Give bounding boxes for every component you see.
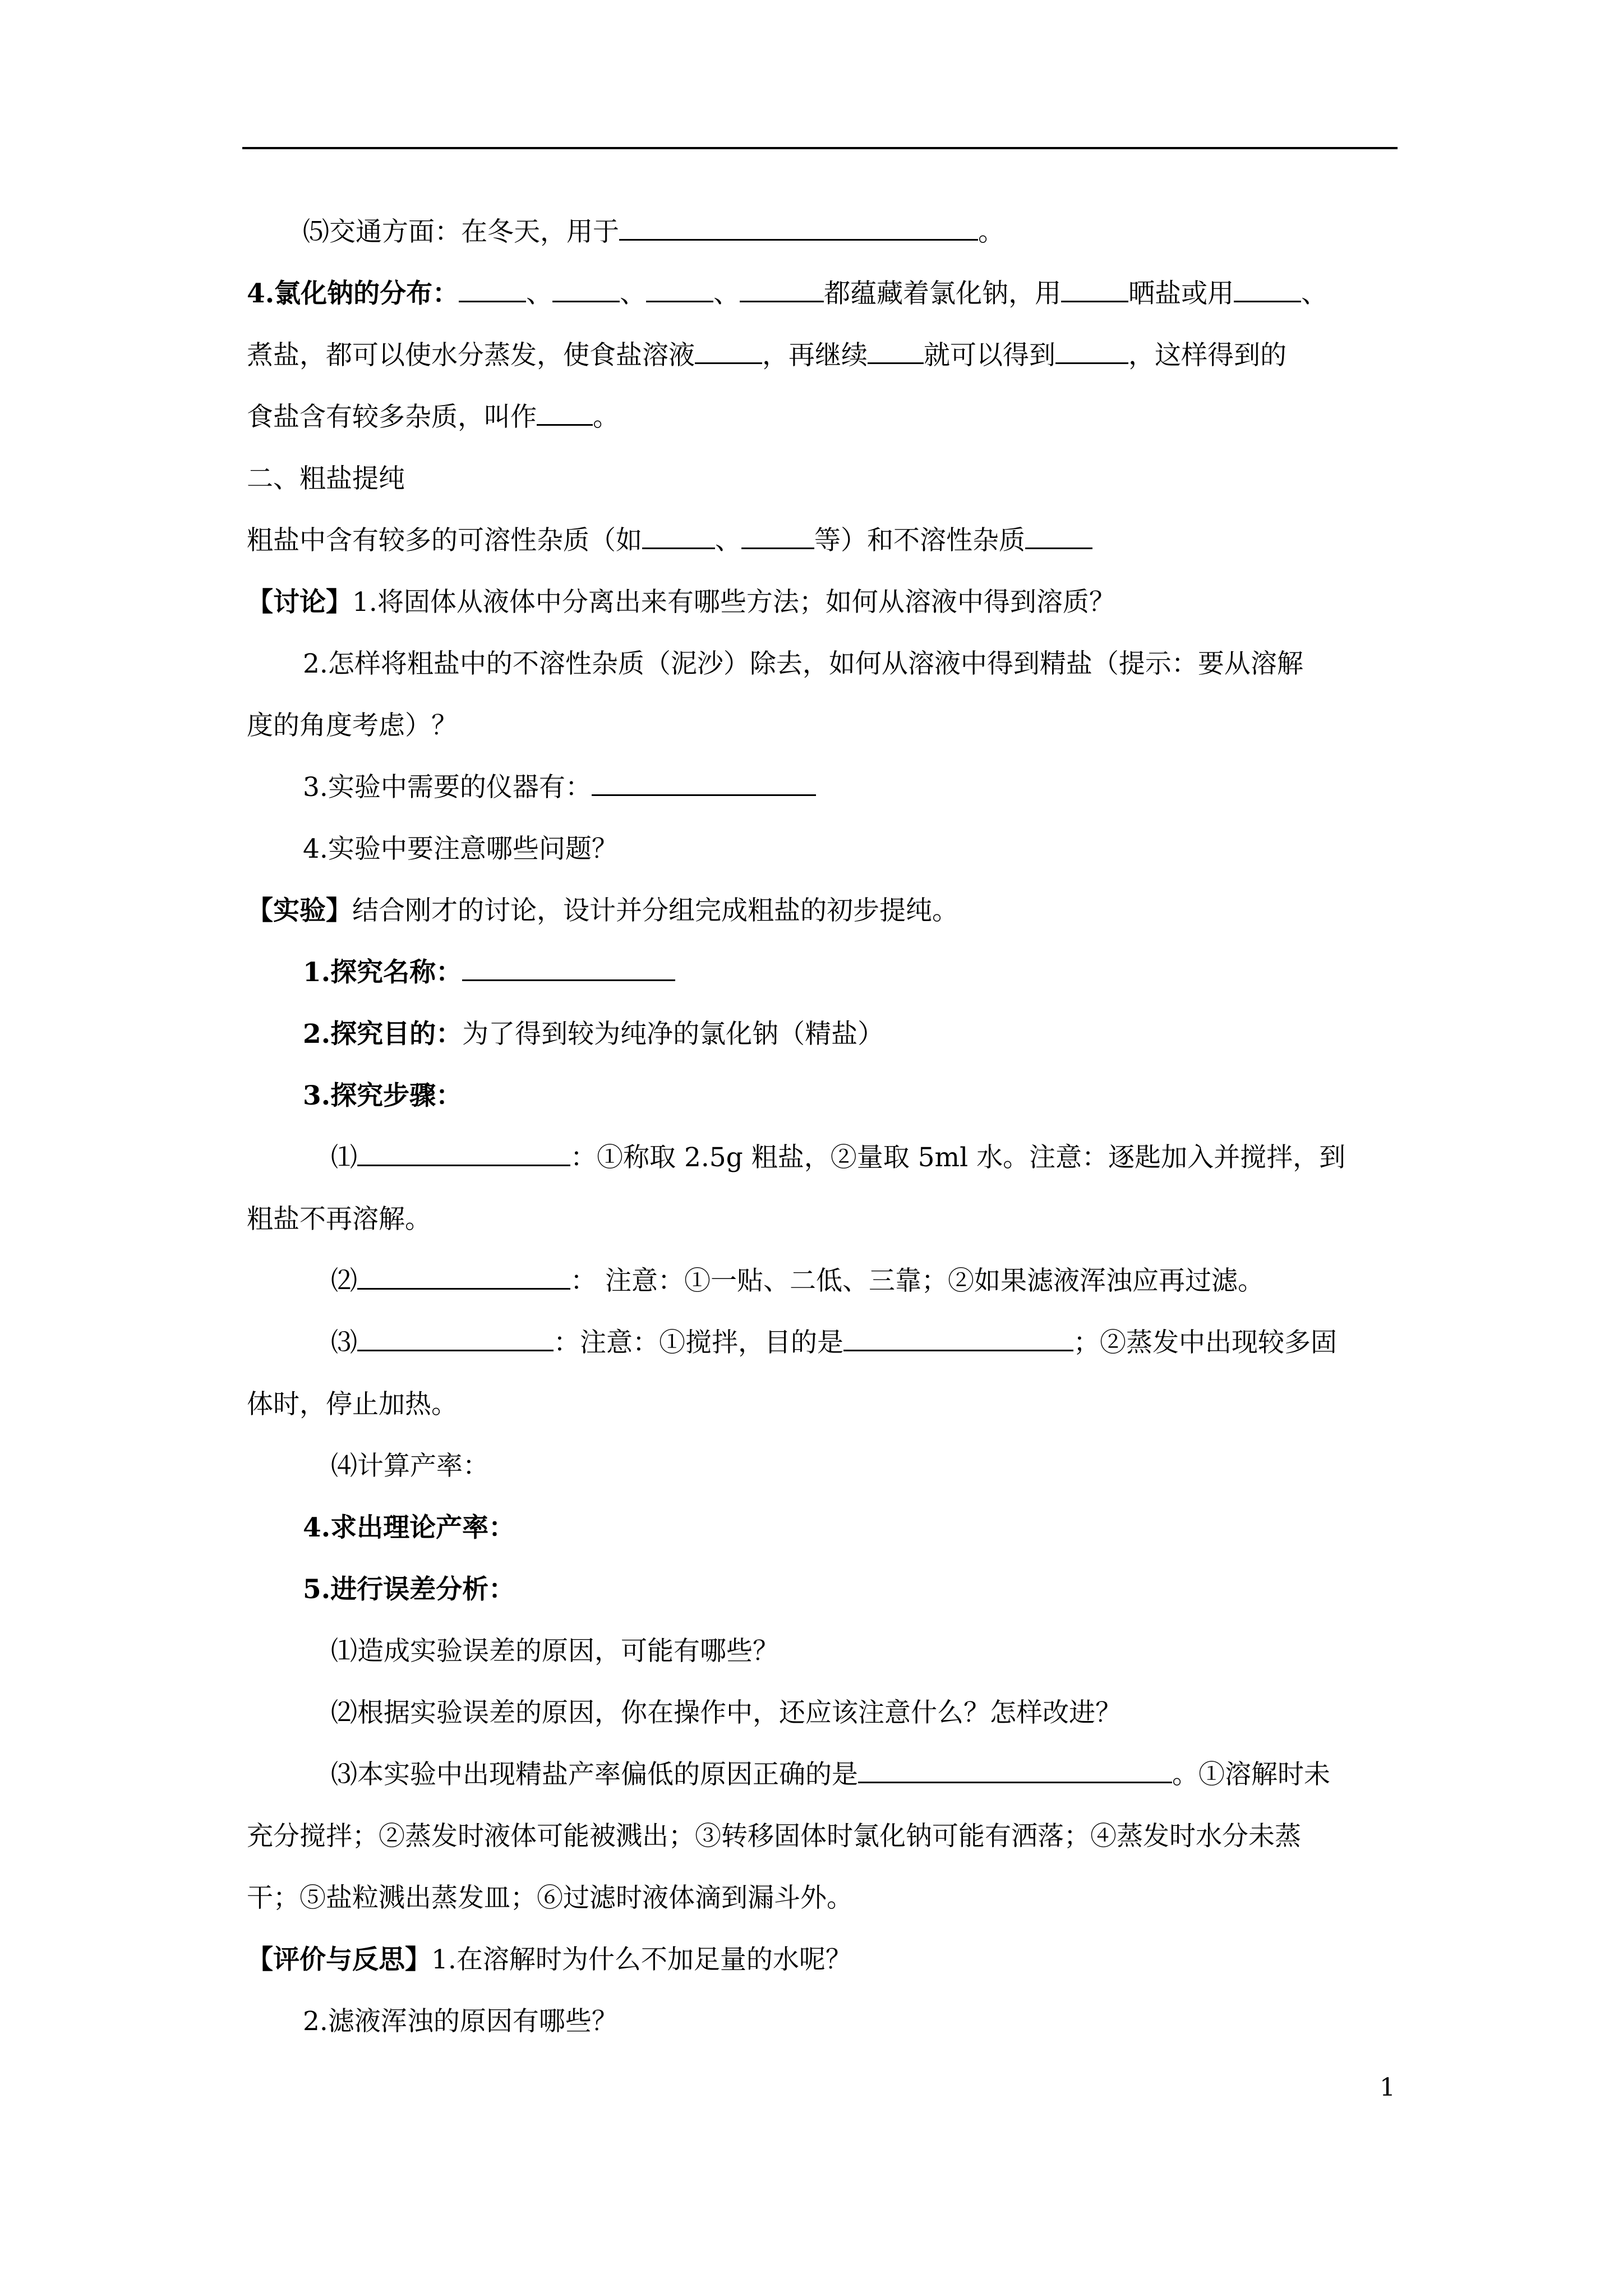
answer-blank[interactable] — [459, 278, 526, 302]
discussion-line — [247, 586, 1413, 619]
answer-blank[interactable] — [741, 525, 814, 549]
text: 。 — [978, 217, 1004, 247]
text: ：注意：①搅拌，目的是 — [554, 1327, 843, 1358]
item-label: 2.探究目的： — [303, 1019, 463, 1050]
discussion-q4 — [303, 832, 1469, 866]
inquiry-name — [303, 956, 1469, 990]
error-q1 — [331, 1635, 1497, 1668]
section-label: 【讨论】 — [247, 587, 352, 618]
text: 晒盐或用 — [1128, 278, 1234, 309]
text: 2.滤液浑浊的原因有哪些？ — [303, 2006, 618, 2037]
text: ⑴ — [331, 1142, 357, 1173]
error-q3-cont-2 — [247, 1881, 1413, 1915]
inquiry-purpose — [303, 1018, 1469, 1051]
discussion-q2 — [303, 647, 1469, 681]
text: ⑶ — [331, 1327, 357, 1358]
section-label: 【实验】 — [247, 895, 352, 926]
text: ⑸交通方面：在冬天，用于 — [303, 217, 619, 247]
item-label: 1.探究名称： — [303, 957, 463, 988]
text: 3.实验中需要的仪器有： — [303, 772, 592, 803]
answer-blank[interactable] — [843, 1327, 1073, 1351]
text: ： 注意：①一贴、二低、三靠；②如果滤液浑浊应再过滤。 — [570, 1266, 1264, 1296]
text: ⑶本实验中出现精盐产率偏低的原因正确的是 — [331, 1759, 858, 1790]
reflection-q2 — [303, 2005, 1469, 2039]
answer-blank[interactable] — [858, 1759, 1172, 1783]
text: ，再继续 — [762, 340, 868, 371]
text: 充分搅拌；②蒸发时液体可能被溅出；③转移固体时氯化钠可能有洒落；④蒸发时水分未蒸 — [247, 1821, 1301, 1852]
text: 度的角度考虑）？ — [247, 710, 458, 741]
item-label: 3.探究步骤： — [303, 1080, 463, 1111]
text: 1.在溶解时为什么不加足量的水呢？ — [431, 1944, 852, 1975]
text: 食盐含有较多杂质，叫作 — [247, 402, 537, 432]
impurity-line — [247, 524, 1413, 558]
answer-blank[interactable] — [740, 278, 824, 302]
answer-blank[interactable] — [1055, 340, 1128, 364]
answer-blank[interactable] — [642, 525, 715, 549]
answer-blank[interactable] — [537, 402, 593, 426]
discussion-q2-cont — [247, 709, 1413, 743]
text: 体时，停止加热。 — [247, 1389, 458, 1420]
section-heading: 二、粗盐提纯 — [247, 463, 405, 494]
header-rule — [242, 147, 1398, 149]
answer-blank[interactable] — [1025, 525, 1092, 549]
step-1 — [331, 1141, 1497, 1175]
text: 。 — [593, 402, 619, 432]
answer-blank[interactable] — [357, 1266, 570, 1290]
answer-blank[interactable] — [357, 1327, 554, 1351]
page-number: 1 — [1380, 2073, 1395, 2102]
text: 等）和不溶性杂质 — [814, 525, 1025, 556]
text: 就可以得到 — [924, 340, 1055, 371]
text: 煮盐，都可以使水分蒸发，使食盐溶液 — [247, 340, 695, 371]
error-q3 — [331, 1758, 1497, 1792]
distribution-line-2 — [247, 339, 1413, 372]
answer-blank[interactable] — [462, 957, 675, 981]
text: ：①称取 2.5g 粗盐，②量取 5ml 水。注意：逐匙加入并搅拌，到 — [570, 1142, 1346, 1173]
step-2 — [331, 1264, 1497, 1298]
text: 、 — [1301, 278, 1328, 309]
traffic-use-line — [303, 215, 1469, 249]
theoretical-yield — [303, 1511, 1469, 1545]
answer-blank[interactable] — [868, 340, 924, 364]
text: 、 — [526, 278, 553, 309]
step-4 — [331, 1450, 1497, 1483]
text: 、 — [620, 278, 647, 309]
text: 为了得到较为纯净的氯化钠（精盐） — [462, 1019, 884, 1050]
text: 干；⑤盐粒溅出蒸发皿；⑥过滤时液体滴到漏斗外。 — [247, 1883, 853, 1913]
answer-blank[interactable] — [592, 772, 816, 796]
text: 1.将固体从液体中分离出来有哪些方法；如何从溶液中得到溶质？ — [352, 587, 1115, 618]
experiment-line — [247, 894, 1413, 928]
text: ⑴造成实验误差的原因，可能有哪些？ — [331, 1636, 779, 1667]
text: 都蕴藏着氯化钠，用 — [824, 278, 1062, 309]
text: 4.实验中要注意哪些问题？ — [303, 834, 618, 864]
reflection-line — [247, 1943, 1413, 1977]
text: 、 — [713, 278, 740, 309]
section-title — [247, 462, 1413, 496]
error-q3-cont-1 — [247, 1820, 1413, 1853]
text: 2.怎样将粗盐中的不溶性杂质（泥沙）除去，如何从溶液中得到精盐（提示：要从溶解 — [303, 648, 1303, 679]
answer-blank[interactable] — [646, 278, 713, 302]
discussion-q3 — [303, 771, 1469, 804]
text: ；②蒸发中出现较多固 — [1073, 1327, 1337, 1358]
text: 、 — [715, 525, 741, 556]
item-label: 4.求出理论产率： — [303, 1512, 515, 1543]
error-q2 — [331, 1696, 1497, 1730]
text: 。①溶解时未 — [1172, 1759, 1330, 1790]
item-label: 5.进行误差分析： — [303, 1574, 515, 1605]
error-analysis — [303, 1573, 1469, 1607]
answer-blank[interactable] — [1061, 278, 1128, 302]
answer-blank[interactable] — [357, 1142, 570, 1166]
distribution-line-3 — [247, 401, 1413, 434]
answer-blank[interactable] — [552, 278, 620, 302]
text: ，这样得到的 — [1128, 340, 1287, 371]
text: 结合刚才的讨论，设计并分组完成粗盐的初步提纯。 — [352, 895, 958, 926]
text: ⑵ — [331, 1266, 357, 1296]
step-3-cont — [247, 1388, 1413, 1421]
answer-blank[interactable] — [1234, 278, 1301, 302]
section-heading: 4.氯化钠的分布： — [247, 278, 459, 309]
inquiry-steps — [303, 1079, 1469, 1113]
section-label: 【评价与反思】 — [247, 1944, 431, 1975]
distribution-line-1 — [247, 277, 1413, 311]
answer-blank[interactable] — [695, 340, 762, 364]
step-3 — [331, 1326, 1497, 1360]
step-1-cont — [247, 1203, 1413, 1236]
text: ⑵根据实验误差的原因，你在操作中，还应该注意什么？怎样改进？ — [331, 1697, 1122, 1728]
answer-blank[interactable] — [619, 217, 978, 241]
text: ⑷计算产率： — [331, 1451, 489, 1481]
text: 粗盐不再溶解。 — [247, 1204, 431, 1235]
text: 粗盐中含有较多的可溶性杂质（如 — [247, 525, 642, 556]
